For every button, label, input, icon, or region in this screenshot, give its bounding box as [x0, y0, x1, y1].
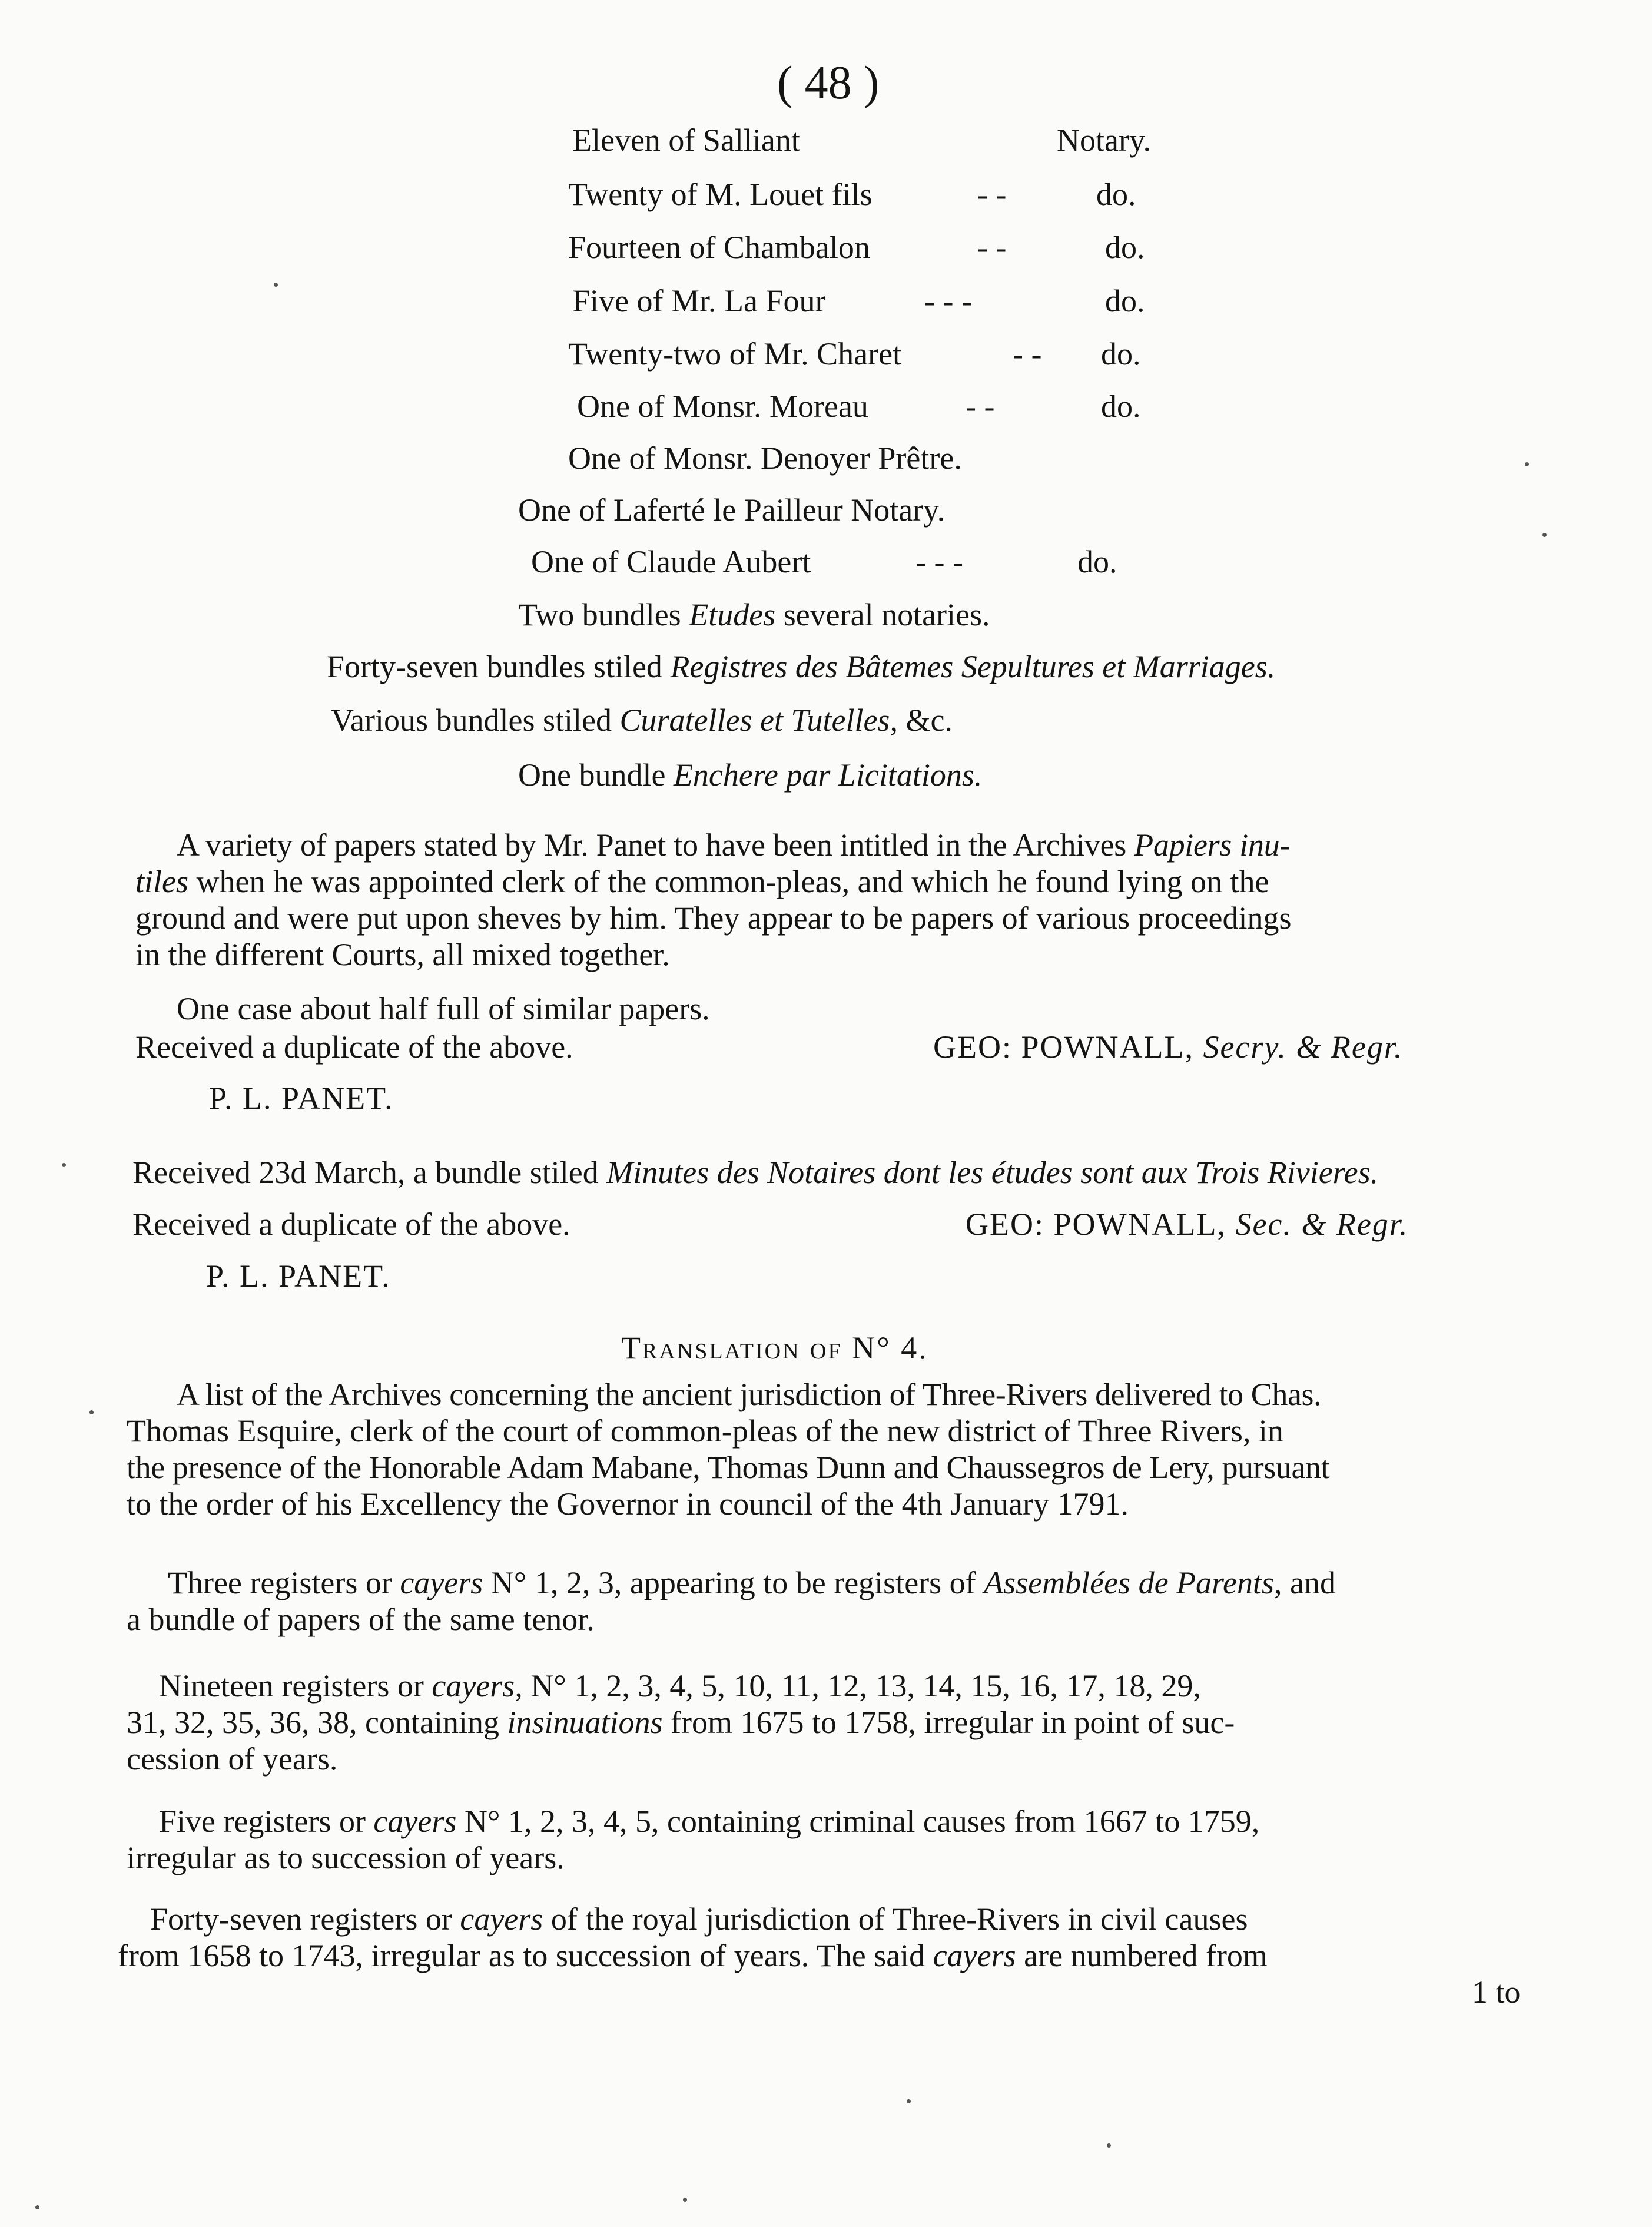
record-3-leader: - - [977, 230, 1007, 265]
record-5-type: do. [1101, 336, 1141, 372]
scan-speck [89, 1410, 94, 1414]
forty-seven-registers-line-1: Forty-seven registers or cayers of the royal jurisdiction of Three-Rivers in civil causes [150, 1901, 1248, 1937]
page-number: ( 48 ) [777, 57, 880, 109]
nineteen-registers-line-2: 31, 32, 35, 36, 38, containing insinuations from 1675 to 1758, irregular in point of suc- [127, 1705, 1235, 1740]
receipt-2-received: Received a duplicate of the above. [132, 1207, 570, 1242]
three-registers-line-2: a bundle of papers of the same tenor. [127, 1602, 595, 1637]
five-registers-line-1: Five registers or cayers N° 1, 2, 3, 4, 5, containing criminal causes from 1667 to 1759, [159, 1804, 1260, 1839]
translation-heading: Translation of N° 4. [621, 1330, 928, 1366]
record-laferte: One of Laferté le Pailleur Notary. [518, 492, 946, 528]
list-intro-line-1: A list of the Archives concerning the ancient jurisdiction of Three-Rivers delivered to Chas. [177, 1377, 1322, 1412]
record-aubert-name: One of Claude Aubert [531, 544, 811, 579]
record-3-name: Fourteen of Chambalon [568, 230, 870, 265]
five-registers-line-2: irregular as to succession of years. [127, 1840, 565, 1875]
receipt-1-panet: P. L. PANET. [209, 1081, 394, 1116]
scan-speck [35, 2205, 39, 2209]
papers-line-2: tiles when he was appointed clerk of the common-pleas, and which he found lying on the [135, 864, 1269, 899]
papers-case-line: One case about half full of similar papers. [177, 991, 710, 1026]
nineteen-registers-line-3: cession of years. [127, 1741, 338, 1777]
record-3-type: do. [1105, 230, 1145, 265]
record-6-type: do. [1101, 389, 1141, 424]
receipt-2-panet: P. L. PANET. [206, 1258, 391, 1294]
record-5-name: Twenty-two of Mr. Charet [568, 336, 902, 372]
three-registers-line-1: Three registers or cayers N° 1, 2, 3, appearing to be registers of Assemblées de Parents, and [168, 1565, 1336, 1600]
papers-line-3: ground and were put upon sheves by him. They appear to be papers of various proceedings [135, 900, 1292, 936]
record-6-leader: - - [966, 389, 995, 424]
receipt-1-received: Received a duplicate of the above. [135, 1029, 573, 1065]
papers-line-1: A variety of papers stated by Mr. Panet to have been intitled in the Archives Papiers inu- [177, 827, 1291, 863]
record-4-name: Five of Mr. La Four [572, 283, 826, 319]
received-23-march: Received 23d March, a bundle stiled Minutes des Notaires dont les études sont aux Trois Rivieres. [132, 1155, 1379, 1190]
scan-speck [274, 283, 278, 287]
record-enchere: One bundle Enchere par Licitations. [518, 757, 983, 793]
record-2-name: Twenty of M. Louet fils [568, 177, 873, 212]
record-1-name: Eleven of Salliant [572, 122, 800, 158]
list-intro-line-2: Thomas Esquire, clerk of the court of common-pleas of the new district of Three Rivers, in [127, 1413, 1283, 1449]
nineteen-registers-line-1: Nineteen registers or cayers, N° 1, 2, 3, 4, 5, 10, 11, 12, 13, 14, 15, 16, 17, 18, 29, [159, 1668, 1201, 1704]
record-1-type: Notary. [1057, 122, 1151, 158]
papers-line-4: in the different Courts, all mixed together. [135, 937, 670, 972]
scan-speck [683, 2198, 687, 2202]
record-denoyer: One of Monsr. Denoyer Prêtre. [568, 440, 962, 476]
record-4-leader: - - - [924, 283, 972, 319]
scan-speck [1542, 533, 1547, 537]
receipt-2-signature: GEO: POWNALL, Sec. & Regr. [966, 1207, 1409, 1242]
record-aubert-leader: - - - [915, 544, 963, 579]
record-curatelles: Various bundles stiled Curatelles et Tutelles, &c. [331, 702, 953, 738]
record-2-leader: - - [977, 177, 1007, 212]
forty-seven-registers-line-2: from 1658 to 1743, irregular as to succession of years. The said cayers are numbered from [118, 1938, 1268, 1973]
receipt-1-signature: GEO: POWNALL, Secry. & Regr. [933, 1029, 1404, 1065]
record-etudes: Two bundles Etudes several notaries. [518, 597, 990, 632]
scan-speck [907, 2099, 911, 2103]
list-intro-line-3: the presence of the Honorable Adam Mabane, Thomas Dunn and Chaussegros de Lery, pursuant [127, 1450, 1330, 1485]
scan-speck [1107, 2143, 1111, 2148]
catchword: 1 to [1472, 1974, 1521, 2010]
record-6-name: One of Monsr. Moreau [577, 389, 868, 424]
record-registres: Forty-seven bundles stiled Registres des Bâtemes Sepultures et Marriages. [327, 649, 1276, 684]
record-2-type: do. [1096, 177, 1136, 212]
record-aubert-type: do. [1077, 544, 1117, 579]
scan-speck [62, 1163, 66, 1167]
record-5-leader: - - [1013, 336, 1042, 372]
list-intro-line-4: to the order of his Excellency the Governor in council of the 4th January 1791. [127, 1486, 1129, 1522]
scan-speck [1525, 462, 1529, 466]
record-4-type: do. [1105, 283, 1145, 319]
